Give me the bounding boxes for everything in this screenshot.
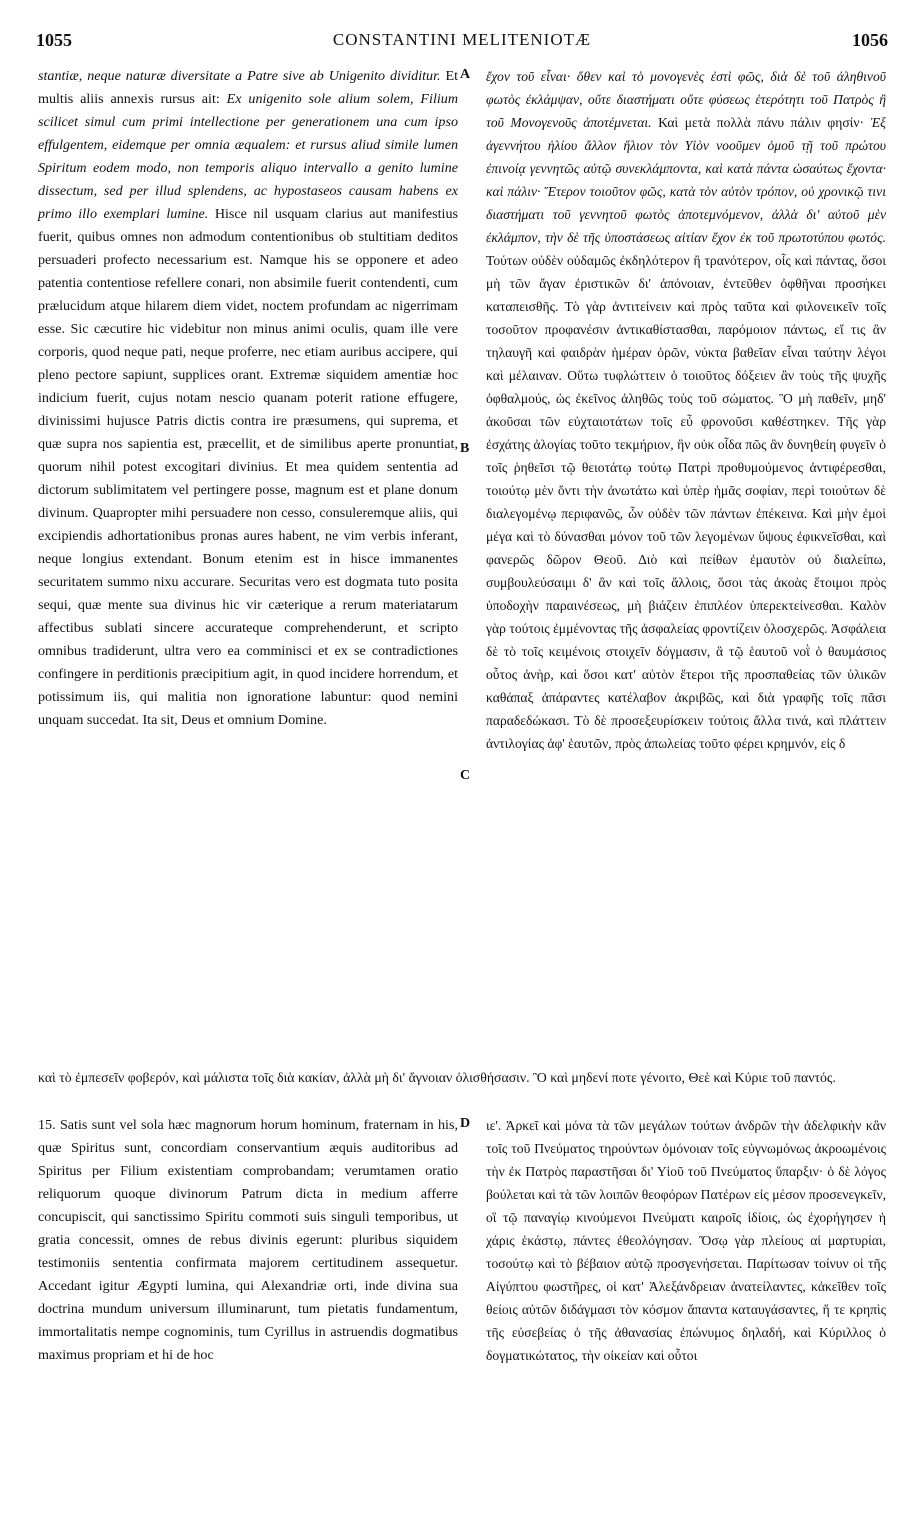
margin-marker-c: C: [460, 768, 471, 783]
greek-section-15: ιε'. Ἀρκεῖ καὶ μόνα τὰ τῶν μεγάλων τούτων ἀνδρῶν τὴν ἀδελφικὴν κἂν τοῖς τοῦ Πνεύματος τηρούντων ὁμόνοιαν τοῖς εὐγνωμόνως ἀκροωμένοις τὴν ἐκ Πατρὸς παραστῆσαι δι' Υἱοῦ τοῦ Πνεύματος ὕπαρξιν· ὁ δὲ λόγος βούλεται καὶ τὰ τῶν λοιπῶν θεοφόρων Πατέρων εἰς μέσον προσενεγκεῖν, οἳ τῷ παναγίῳ κινούμενοι Πνεύματι καιροῖς ἰδίοις, ὡς ἐχορήγησεν ἡ χάρις ἑκάστῳ, πάντες ἐθεολόγησαν. Ὅσῳ γὰρ πλείους αἱ μαρτυρίαι, τοσούτῳ καὶ τὸ βέβαιον αὐτῷ προσγενήσεται. Παρίτωσαν τοίνυν οἱ τῆς Αἰγύπτου φωστῆρες, οἱ κατ' Ἀλεξάνδρειαν ἀνατείλαντες, κἀκεῖθεν τοῖς θείοις αὐτῶν διδάγμασι τὸν κόσμον ἅπαντα καταυγάσαντες, ἥ τε κρηπὶς τῆς εὐσεβείας ὁ τῆς ἀθανασίας ἐπώνυμος δηλαδή, καὶ Κύριλλος ὁ δογματικώτατος, τὴν οἰκείαν καὶ οὗτοι: [486, 1118, 886, 1363]
greek-paragraph: [486, 65, 886, 755]
latin-quote-1: stantiæ, neque naturæ diversitate a Patre sive ab Unigenito dividitur.: [38, 68, 441, 84]
greek-quote-2: Ἐξ ἀγεννήτου ἡλίου ἄλλον ἥλιον τὸν Υἱὸν νοοῦμεν ὁμοῦ τῇ τοῦ πρώτου ἐπινοίᾳ γεννητῶς αὐτῷ συνεκλάμποντα, καὶ κατὰ πάντα ὡσαύτως ἔχοντα· καὶ πάλιν· Ἕτερον τοιοῦτον φῶς, κατὰ τὸν αὐτὸν τρόπον, οὐ χρονικῷ τινι διαστήματι τοῦ γεννητοῦ φωτὸς ἀποτεμνόμενον, ἀλλὰ δι' αὐτοῦ μὲν ἐκλάμπον, τὴν δὲ τῆς ὑποστάσεως αἰτίαν ἔχον ἐκ τοῦ πρωτοτύπου φωτός.: [486, 115, 886, 245]
margin-marker-d: D: [460, 1116, 471, 1131]
greek-column-bottom: [486, 1114, 886, 1367]
fullwidth-text: καὶ τὸ ἐμπεσεῖν φοβερόν, καὶ μάλιστα τοῖς διὰ κακίαν, ἀλλὰ μὴ δι' ἄγνοιαν ὀλισθήσασιν. Ὃ καὶ μηδενί ποτε γένοιτο, Θεὲ καὶ Κύριε τοῦ παντός.: [38, 1070, 836, 1085]
margin-marker-a: A: [460, 67, 471, 82]
page-header: [30, 30, 894, 56]
latin-text-2: Hisce nil usquam clarius aut manifestius fuerit, quibus omnes non admodum contentionibus ob stultitiam deditos persuaderi profecto necessarium est. Namque his se opponere et adeo patentia contentiose refellere conari, non absimile fuerit contendenti, cum prælucidum atque hilarem diem videt, noctem profundam ac nigerrimam esse. Sic cæcutire hic videbitur non minus animi oculis, quam ille vere corporis, quod neque pati, neque proferre, nec etiam auribus accipere, qui pleno pectore sapiunt, supplices orant. Extremæ siquidem amentiæ hoc indicium fuerit, cujus notam nescio quanam poterit ratione effugere, divinissimi hujusce Patris dictis contra ire præsumens, qui suprema, et quæ supra nos sapientia est, præcellit, et de similibus aperte pronuntiat, quorum nihil potest excogitari divinius. Et mea quidem sententia ad dictorum sublimitatem vel pertingere posse, magnum est et plane donum divinum. Quapropter mihi persuadere non cesso, consuleremque aliis, qui excipiendis adhortationibus pronas aures habent, ne vim verbis inferant, neque longius extendant. Bonum etenim est in hisce immanentes securitatem summo nixu accurare. Securitas vero est dogmata tuto posita sequi, quæ mente sua divinus hic vir cæterique a rerum materiatarum affectibus sublati sincere accurateque comprehenderunt, et scripto omnibus tradiderunt, ultra vero ea comminisci et ex se contradictiones confingere in perditionis præcipitium agit, in quod incidere horrendum, et potissimum iis, qui malitia non ignoratione labuntur: quod nemini unquam succedat. Ita sit, Deus et omnium Domine.: [38, 206, 458, 728]
fullwidth-greek-line: [38, 1067, 886, 1089]
left-page-number: 1055: [36, 30, 72, 50]
latin-paragraph: [38, 65, 458, 732]
margin-marker-b: B: [460, 441, 470, 456]
latin-section-15: 15. Satis sunt vel sola hæc magnorum horum hominum, fraternam in his, quæ Spiritus sunt, concordiam conservantium æquis auditoribus ad Spiritus per Filium existentiam comprobandam; verumtamen oratio reliquorum quoque divinorum Patrum dicta in medium afferre concupiscit, qui sanctissimo Spiritu commoti suis singuli temporibus, ut gratia concessit, omnes de rebus divinis egerunt: pluribus siquidem testimoniis sententia confirmata majorem certitudinem assequetur. Accedant igitur Ægypti lumina, qui Alexandriæ orti, inde divina sua doctrina mundum universum illuminarunt, tum pietatis fundamentum, immortalitatis nempe cognominis, tum Cyrillus in astruendis dogmatibus maximus propriam et hi de hoc: [38, 1117, 458, 1363]
latin-column-top: [38, 65, 458, 732]
greek-text-2: Τούτων οὐδὲν οὐδαμῶς ἐκδηλότερον ἢ τρανότερον, οἷς καὶ πάντας, ὅσοι μὴ τῶν ἄγαν ἐριστικῶν δι' ἀπόνοιαν, ἐντεῦθεν ὀφθῆναι προσήκει καταπεισθῆς. Τὸ γὰρ ἀντιτείνειν καὶ πρὸς ταῦτα καὶ φιλονεικεῖν τοῖς τοσοῦτον προφανέσιν ἀντικαθίστασθαι, παρόμοιον πάντως, εἴ τις ἂν τηλαυγῆ καὶ φαιδρὰν ἡμέραν ὁρῶν, νύκτα βαθεῖαν εἶναι ταύτην λέγοι καὶ μέλαιναν. Οὕτω τυφλώττειν ὁ τοιοῦτος δόξειεν ἂν τοὺς τῆς ψυχῆς ὀφθαλμούς, ὡς ἐκεῖνος ἀληθῶς τοὺς τοῦ σώματος. Ὃ μὴ παθεῖν, μηδ' ἀκοῦσαι τῶν εὐχταιοτάτων τοῖς εὖ φρονοῦσι καθέστηκεν. Τῆς γὰρ ἐσχάτης ἀλογίας τοῦτο τεκμήριον, ἣν οὐκ οἶδα πῶς ἂν δυνηθείη φυγεῖν ὁ τοῖς ῥηθεῖσι τῷ θειοτάτῳ τούτῳ Πατρὶ προθυμούμενος ἀντιφέρεσθαι, τοιούτῳ μὲν ὄντι τὴν ἀνωτάτω καὶ ὑπὲρ ἡμᾶς σοφίαν, περὶ τοιούτων δὲ διαλεγομένῳ περιφανῶς, ὧν οὐδὲν τῶν πάντων ἐπέκεινα. Καὶ μὴν ἐμοὶ μέγα καὶ τὸ δύνασθαι μόνον τοῦ τῶν λεγομένων ὕψους ἐφικνεῖσθαι, καὶ φανερῶς δῶρον Θεοῦ. Διὸ καὶ πείθων ἐμαυτὸν οὐ διαλείπω, συμβουλεύσαιμι δ' ἂν καὶ τοῖς ἄλλοις, ὅσοι τὰς ἀκοὰς ἕτοιμοι πρὸς ὑποδοχὴν παραινέσεως, μὴ βιάζειν ἐπιπλέον ὑπερεκτείνεσθαι. Καλὸν γὰρ τούτοις ἐμμένοντας τῆς ἀσφαλείας φροντίζειν ὁλοσχερῶς. Ἀσφάλεια δὲ τὸ τοῖς κειμένοις στοιχεῖν δόγμασιν, ἃ τῷ ἑαυτοῦ νοῒ ὁ θαυμάσιος οὗτος ἀνὴρ, καὶ ὅσοι κατ' αὐτὸν ἕτεροι τῆς προσπαθείας τῶν ὑλικῶν καθάπαξ ἀπάραντες κατέλαβον ἀκριβῶς, καὶ διὰ γραφῆς τοῖς πᾶσι παραδεδώκασι. Τὸ δὲ προσεξευρίσκειν τούτοις ἄλλα τινά, καὶ πλάττειν ἀντιλογίας ἀφ' ἑαυτῶν, πρὸς ἀπωλείας τοῦτο φέρει κρημνόν, εἰς δ: [486, 253, 886, 751]
greek-column-top: [486, 65, 886, 755]
greek-quote-1: ἔχον τοῦ εἶναι· ὅθεν καὶ τὸ μονογενὲς ἐστὶ φῶς, διὰ δὲ τοῦ ἀληθινοῦ φωτὸς ἐκλάμψαν, οὔτε διαστήματι οὔτε φύσεως ἑτερότητι τοῦ Πατρὸς ἢ τοῦ Μονογενοῦς ἀποτέμνεται.: [486, 69, 886, 130]
latin-quote-2: Ex unigenito sole alium solem, Filium scilicet simul cum primi intellectione per generationem una cum ipso effulgentem, eidemque per omnia æqualem: et rursus aliud simile lumen Spiritum eodem modo, non temporis aliquo intervallo a genito lumine dissectum, sed per illud splendens, ac hypostaseos causam habens ex primo illo exemplari lumine.: [38, 91, 458, 222]
running-title: CONSTANTINI MELITENIOTÆ: [332, 30, 592, 49]
latin-text-1: Et multis aliis annexis rursus ait:: [38, 68, 458, 107]
greek-text-1: Καὶ μετὰ πολλὰ πάνυ πάλιν φησίν·: [658, 115, 865, 130]
right-page-number: 1056: [852, 30, 888, 50]
latin-column-bottom: [38, 1114, 458, 1367]
